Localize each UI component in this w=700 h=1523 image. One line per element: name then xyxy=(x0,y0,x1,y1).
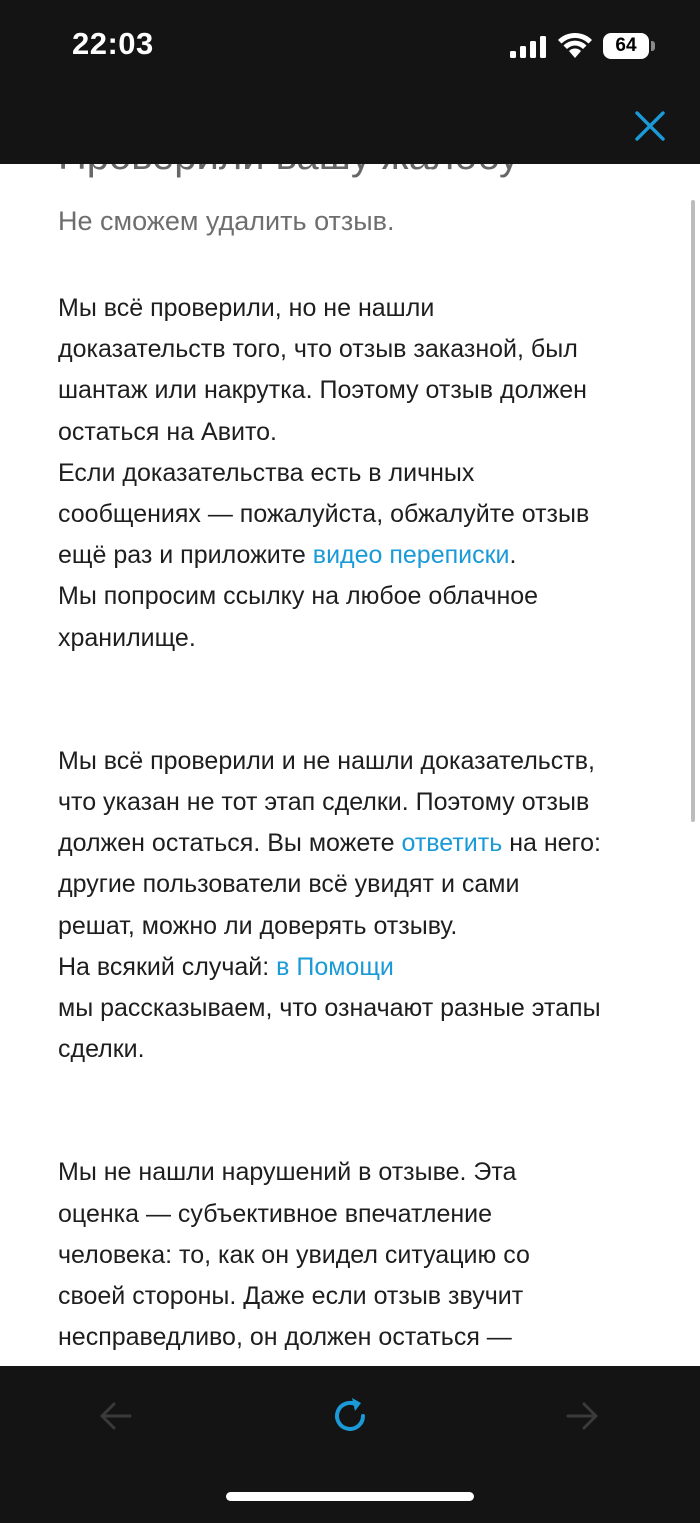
text-line: Мы попросим ссылку на любое облачное xyxy=(58,582,539,611)
page-subtitle: Не сможем удалить отзыв. xyxy=(58,206,395,236)
text-fragment: на него: xyxy=(502,829,601,858)
text-line-with-link xyxy=(58,823,658,864)
close-icon[interactable] xyxy=(628,104,672,148)
text-line: сообщениях — пожалуйста, обжалуйте отзыв xyxy=(58,500,590,529)
text-line: доказательств того, что отзыв заказной, был xyxy=(58,335,578,364)
top-bar xyxy=(0,92,700,164)
bottom-toolbar xyxy=(0,1366,700,1515)
status-bar xyxy=(0,0,700,92)
battery-nub xyxy=(651,41,655,51)
arrow-right-icon[interactable] xyxy=(558,1392,606,1440)
text-line: решат, можно ли доверять отзыву. xyxy=(58,911,458,940)
scrollbar[interactable] xyxy=(691,200,695,822)
content-sheet xyxy=(0,164,700,1366)
text-line: остаться на Авито. xyxy=(58,417,277,446)
text-line-with-link xyxy=(58,947,658,988)
text-line: мы рассказываем, что означают разные этапы xyxy=(58,994,601,1023)
text-line: Мы не нашли нарушений в отзыве. Эта xyxy=(58,1158,517,1187)
text-line-with-link xyxy=(58,535,658,576)
text-line: своей стороны. Даже если отзыв звучит xyxy=(58,1282,524,1311)
arrow-left-icon[interactable] xyxy=(92,1392,140,1440)
body-text xyxy=(58,288,658,1523)
signal-icon xyxy=(510,36,546,58)
text-line: человека: то, как он увидел ситуацию со xyxy=(58,1240,530,1269)
video-correspondence-link[interactable]: видео переписки xyxy=(312,541,510,570)
text-line: Если доказательства есть в личных xyxy=(58,458,475,487)
reload-icon[interactable] xyxy=(326,1392,374,1440)
paragraph-deal-stage xyxy=(58,741,658,1071)
text-line: другие пользователи всё увидят и сами xyxy=(58,870,520,899)
text-line: несправедливо, он должен остаться — xyxy=(58,1323,512,1352)
text-line: шантаж или накрутка. Поэтому отзыв должен xyxy=(58,376,587,405)
text-line: Мы всё проверили и не нашли доказательств, xyxy=(58,746,595,775)
text-line: сделки. xyxy=(58,1035,145,1064)
text-fragment: ещё раз и приложите xyxy=(58,541,313,570)
home-indicator[interactable] xyxy=(226,1492,474,1501)
battery-icon: 64 xyxy=(603,33,649,59)
text-fragment: . xyxy=(509,541,517,570)
text-fragment: На всякий случай: xyxy=(58,952,277,981)
text-line: что указан не тот этап сделки. Поэтому отзыв xyxy=(58,788,590,817)
text-fragment: должен остаться. Вы можете xyxy=(58,829,402,858)
status-time: 22:03 xyxy=(72,26,154,61)
help-link[interactable]: в Помощи xyxy=(276,952,394,981)
wifi-icon xyxy=(558,32,592,58)
reply-link[interactable]: ответить xyxy=(401,829,503,858)
text-line: Мы всё проверили, но не нашли xyxy=(58,294,435,322)
text-line: оценка — субъективное впечатление xyxy=(58,1199,493,1228)
text-line: хранилище. xyxy=(58,623,196,652)
paragraph-evidence xyxy=(58,288,658,659)
